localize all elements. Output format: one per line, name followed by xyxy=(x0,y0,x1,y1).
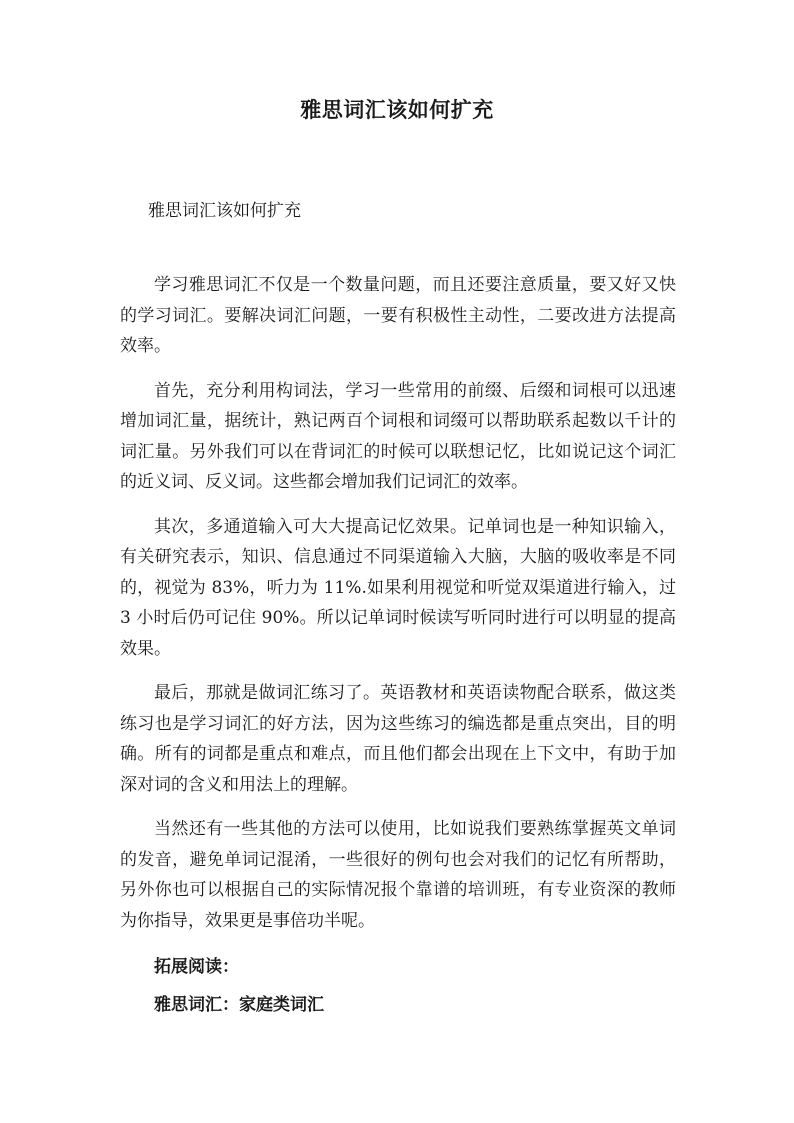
document-body xyxy=(120,270,676,1020)
paragraph-third-method: 最后，那就是做词汇练习了。英语教材和英语读物配合联系，做这类练习也是学习词汇的好方法，因为这些练习的编选都是重点突出，目的明确。所有的词都是重点和难点，而且他们都会出现在上下文中，有助于加深对词的含义和用法上的理解。 xyxy=(120,683,676,795)
document-title: 雅思词汇该如何扩充 xyxy=(300,97,494,122)
paragraph-second-method: 其次，多通道输入可大大提高记忆效果。记单词也是一种知识输入，有关研究表示，知识、信息通过不同渠道输入大脑，大脑的吸收率是不同的，视觉为 83%，听力为 11%.如果利用视觉和听觉双渠道进行输入，过 3 小时后仍可记住 90%。所以记单词时候读写听同时进行可以明显的提高效果。 xyxy=(120,516,676,659)
paragraph-first-method: 首先，充分利用构词法，学习一些常用的前缀、后缀和词根可以迅速增加词汇量，据统计，熟记两百个词根和词缀可以帮助联系起数以千计的词汇量。另外我们可以在背词汇的时候可以联想记忆，比如说记这个词汇的近义词、反义词。这些都会增加我们记词汇的效率。 xyxy=(120,380,676,492)
extended-reading-label: 拓展阅读： xyxy=(154,957,239,977)
paragraph-intro: 学习雅思词汇不仅是一个数量问题，而且还要注意质量，要又好又快的学习词汇。要解决词汇问题，一要有积极性主动性，二要改进方法提高效率。 xyxy=(120,275,676,356)
paragraph-other-methods: 当然还有一些其他的方法可以使用，比如说我们要熟练掌握英文单词的发音，避免单词记混淆，一些很好的例句也会对我们的记忆有所帮助，另外你也可以根据自己的实际情况报个靠谱的培训班，有专业资深的教师为你指导，效果更是事倍功半呢。 xyxy=(120,819,676,931)
extended-reading-item: 雅思词汇：家庭类词汇 xyxy=(154,995,324,1015)
document-subtitle: 雅思词汇该如何扩充 xyxy=(148,201,301,221)
